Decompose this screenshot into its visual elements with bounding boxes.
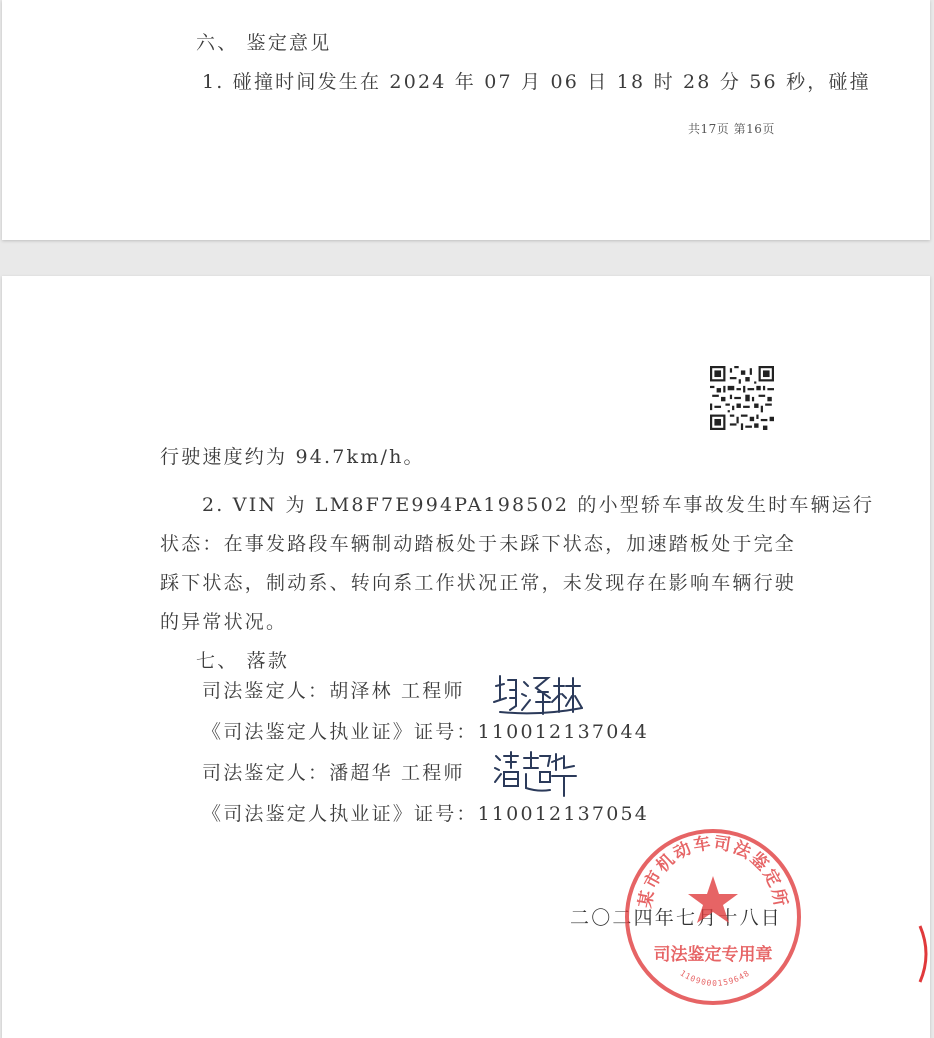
issue-date: 二〇二四年七月十八日 [570,907,783,929]
seal-top-text: 某市机动车司法鉴定所 [635,833,791,910]
page-number: 共17页 第16页 [688,122,775,136]
appraiser-1-license: 《司法鉴定人执业证》证号：110012137044 [202,721,650,743]
appraiser-2-label: 司法鉴定人：潘超华 工程师 [202,762,465,784]
opinion-item-2-line-2: 状态：在事发路段车辆制动踏板处于未踩下状态，加速踏板处于完全 [160,533,797,555]
opinion-item-2-line-3: 踩下状态，制动系、转向系工作状况正常，未发现存在影响车辆行驶 [160,572,797,594]
section-title-opinion: 六、 鉴定意见 [196,32,332,54]
official-seal-icon [622,826,804,1008]
appraiser-2-signature [492,748,578,798]
qr-code-icon [710,366,774,430]
document-page-17 [2,276,930,1038]
seal-bottom-text: 司法鉴定专用章 [653,945,773,965]
section-title-signoff: 七、 落款 [196,650,290,672]
opinion-item-2-line-4: 的异常状况。 [160,611,288,633]
svg-text:1109000159648 [678,968,751,987]
seal-number: 1109000159648 [678,968,752,988]
appraiser-1-label: 司法鉴定人：胡泽林 工程师 [202,680,465,702]
document-page-16 [2,0,930,240]
opinion-item-1: 1. 碰撞时间发生在 2024 年 07 月 06 日 18 时 28 分 56 秒，碰撞 [202,71,871,93]
appraiser-1-signature [490,672,586,718]
appraiser-2-license: 《司法鉴定人执业证》证号：110012137054 [202,803,650,825]
edge-seal-fragment [918,924,932,984]
speed-line: 行驶速度约为 94.7km/h。 [160,446,425,468]
opinion-item-2-line-1: 2. VIN 为 LM8F7E994PA198502 的小型轿车事故发生时车辆运行 [202,494,875,516]
